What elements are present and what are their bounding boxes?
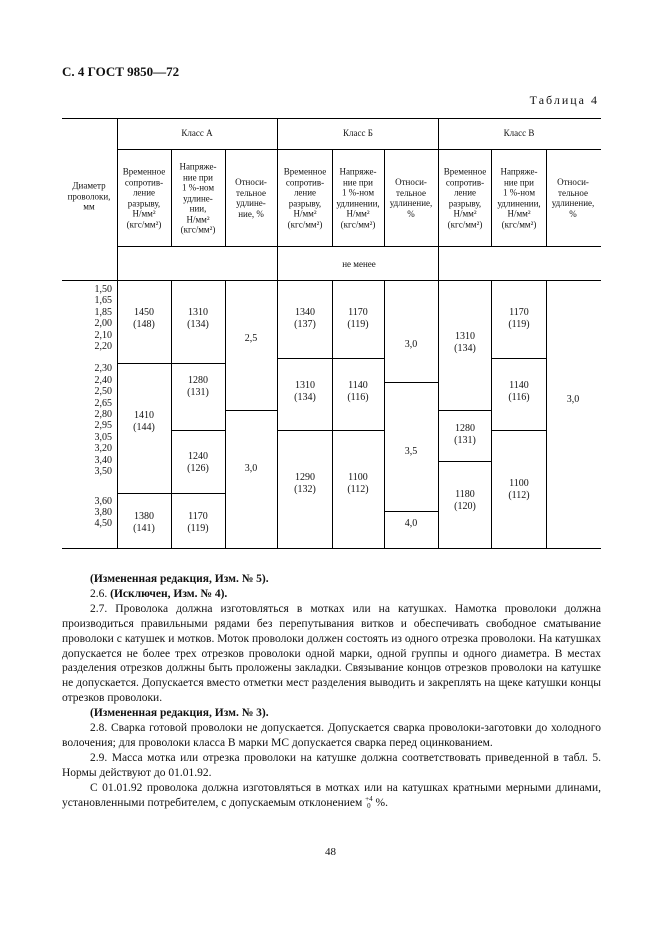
paragraph-last: С 01.01.92 проволока должна изготовляться в мотках или на катушках кратными мерными длинами, установленными потребителем, с допускаемым отклонением +4 0 %.: [62, 781, 601, 810]
b-elong-header: Относи- тельное удлинение, %: [389, 177, 433, 219]
table-cell: 4,0: [404, 518, 418, 529]
class-a-header: Класс А: [181, 127, 213, 138]
table-cell: 4,50: [94, 518, 112, 530]
table-cell: 3,40: [94, 454, 112, 466]
table-cell: 3,0: [566, 394, 580, 405]
paragraph-2-8: 2.8. Сварка готовой проволоки не допускается. Допускается сварка проволоки-заготовки до холодного волочения; для проволоки класса В марки МС допускается сварка перед оцинкованием.: [62, 722, 601, 749]
table-cell: 1340 (137): [294, 307, 316, 330]
diameter-header: Диаметр проволоки, мм: [67, 180, 111, 212]
table-4: [62, 118, 601, 549]
paragraph-2-9: 2.9. Масса мотка или отрезка проволоки на катушке должна соответствовать приведенной в табл. 5. Нормы действуют до 01.01.92.: [62, 751, 601, 779]
not-less-label: не менее: [342, 258, 376, 269]
table-cell: 1280 (131): [187, 375, 209, 398]
table-cell: 3,0: [244, 463, 258, 474]
table-cell: 2,30: [94, 363, 112, 375]
class-v-header: Класс В: [503, 127, 535, 138]
table-cell: 1240 (126): [187, 451, 209, 474]
table-cell: 2,10: [94, 329, 112, 341]
table-cell: 1280 (131): [454, 423, 476, 446]
paragraph-2-7: 2.7. Проволока должна изготовляться в мотках или на катушках. Намотка проволоки должна производиться правильными рядами без перепутывания витков и обеспечивать свободное сматывание проволоки с катушек и мотков. Моток проволоки должен состоять из одного отрезка проволоки. На катушках допускается не более трех отрезков проволоки одной марки, одной группы и одного диаметра. В местах разделения отрезков должны быть проложены закладки. Связывание концов отрезков проволоки на катушке не допускается. Допускается вместо отметки мест разделения выводить и закреплять на щеке катушки концы отрезков проволоки.: [62, 602, 601, 705]
table-cell: 3,0: [404, 339, 418, 350]
table-cell: 3,50: [94, 466, 112, 478]
edit-note-3: (Измененная редакция, Изм. № 3).: [90, 707, 269, 720]
table-cell: 1100 (112): [508, 478, 530, 501]
table-cell: 1170 (119): [508, 307, 530, 330]
table-cell: 1170 (119): [187, 511, 209, 534]
a-strength-header: Временное сопротив- ление разрыву, Н/мм² (кгс/мм²): [122, 166, 166, 229]
page-header: С. 4 ГОСТ 9850—72: [62, 64, 180, 79]
v-stress-header: Напряже- ние при 1 %-ном удлинении, Н/мм² (кгс/мм²): [497, 166, 541, 229]
v-elong-header: Относи- тельное удлинение, %: [551, 177, 595, 219]
table-cell: 1,85: [94, 306, 112, 318]
table-cell: 2,00: [94, 318, 112, 330]
edit-note-5: (Измененная редакция, Изм. № 5).: [90, 573, 269, 585]
table-cell: 3,60: [94, 495, 112, 507]
table-cell: 3,20: [94, 443, 112, 455]
class-b-header: Класс Б: [343, 127, 373, 138]
table-caption: Таблица 4: [529, 93, 599, 107]
table-cell: 1310 (134): [294, 380, 316, 403]
table-cell: 1310 (134): [454, 331, 476, 354]
diameters-column: [76, 284, 112, 530]
table-cell: 2,50: [94, 386, 112, 398]
paragraph-2-6: 2.6. (Исключен, Изм. № 4).: [90, 587, 228, 600]
table-cell: 1140 (116): [508, 380, 530, 403]
table-cell: 1,65: [94, 295, 112, 307]
table-cell: 1170 (119): [347, 307, 369, 330]
table-cell: 3,5: [404, 446, 418, 457]
a-elong-header: Относи- тельное удлине- ние, %: [235, 177, 267, 219]
table-cell: 1180 (120): [454, 489, 476, 512]
table-cell: 1450 (148): [133, 307, 155, 330]
body-text: [62, 572, 601, 811]
table-cell: 2,80: [94, 409, 112, 421]
v-strength-header: Временное сопротив- ление разрыву, Н/мм² (кгс/мм²): [443, 166, 487, 229]
table-cell: 2,65: [94, 397, 112, 409]
table-cell: 1,50: [94, 284, 112, 295]
table-cell: 2,40: [94, 374, 112, 386]
b-stress-header: Напряже- ние при 1 %-ном удлинении, Н/мм² (кгс/мм²): [336, 166, 380, 229]
table-cell: 1290 (132): [294, 472, 316, 495]
table-cell: 1410 (144): [133, 410, 155, 433]
table-cell: 3,05: [94, 431, 112, 443]
table-cell: 2,20: [94, 341, 112, 353]
table-cell: 1100 (112): [347, 472, 369, 495]
b-strength-header: Временное сопротив- ление разрыву, Н/мм² (кгс/мм²): [283, 166, 327, 229]
table-cell: 2,95: [94, 420, 112, 432]
table-cell: 2,5: [244, 333, 258, 344]
page-number: 48: [325, 846, 336, 858]
a-stress-header: Напряже- ние при 1 %-ном удлине- нии, Н/мм² (кгс/мм²): [179, 161, 217, 235]
table-cell: 3,80: [94, 506, 112, 518]
table-cell: 1310 (134): [187, 307, 209, 330]
table-cell: 1140 (116): [347, 380, 369, 403]
table-cell: 1380 (141): [133, 511, 155, 534]
